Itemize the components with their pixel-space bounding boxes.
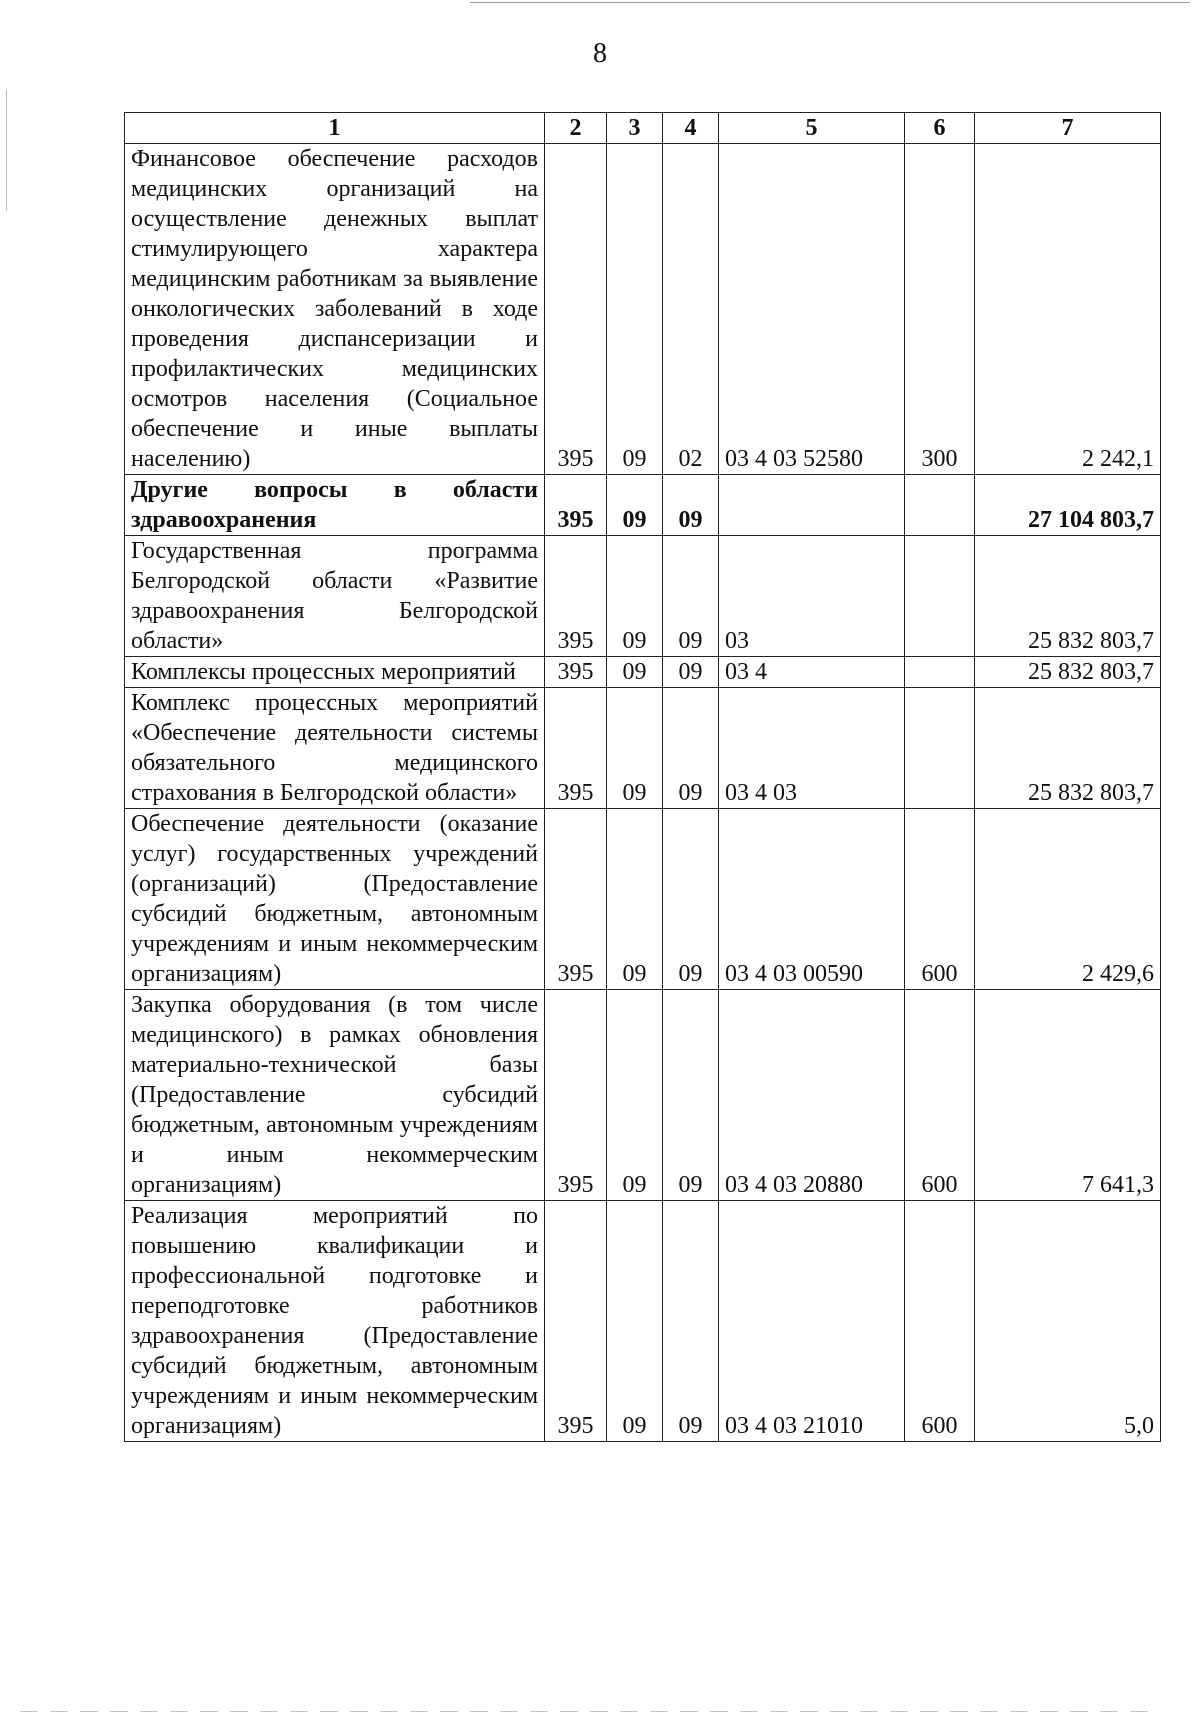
row-col-7: 25 832 803,7: [975, 688, 1161, 809]
row-name: Государственная программа Белгородской области «Развитие здравоохранения Белгородской области»: [125, 536, 545, 657]
row-col-5: 03 4 03 21010: [719, 1201, 905, 1442]
column-header-1: 1: [125, 113, 545, 144]
row-col-3: 09: [607, 990, 663, 1201]
row-col-6: 600: [905, 1201, 975, 1442]
table-row: [125, 144, 1161, 475]
row-col-5: 03 4 03 52580: [719, 144, 905, 475]
row-col-6: [905, 475, 975, 536]
row-name: Закупка оборудования (в том числе медицинского) в рамках обновления материально-технической базы (Предоставление субсидий бюджетным, автономным учреждениям и иным некоммерческим организациям): [125, 990, 545, 1201]
column-header-5: 5: [719, 113, 905, 144]
row-col-4: 09: [663, 475, 719, 536]
column-header-7: 7: [975, 113, 1161, 144]
row-col-5: 03 4: [719, 657, 905, 688]
row-col-7: 2 242,1: [975, 144, 1161, 475]
row-col-7: 25 832 803,7: [975, 536, 1161, 657]
scan-edge-top: [470, 2, 1190, 3]
row-col-3: 09: [607, 144, 663, 475]
row-col-2: 395: [545, 688, 607, 809]
row-col-3: 09: [607, 688, 663, 809]
row-col-3: 09: [607, 809, 663, 990]
scan-edge-bottom: [20, 1711, 1160, 1712]
row-col-2: 395: [545, 144, 607, 475]
column-header-6: 6: [905, 113, 975, 144]
scan-edge-left: [6, 90, 7, 210]
row-name: Комплексы процессных мероприятий: [125, 657, 545, 688]
row-col-4: 09: [663, 536, 719, 657]
row-col-6: [905, 657, 975, 688]
row-col-3: 09: [607, 1201, 663, 1442]
row-col-3: 09: [607, 657, 663, 688]
row-col-4: 02: [663, 144, 719, 475]
page-number: 8: [593, 38, 607, 69]
table-row: [125, 536, 1161, 657]
table-header: [125, 113, 1161, 144]
row-col-4: 09: [663, 809, 719, 990]
row-col-3: 09: [607, 475, 663, 536]
table-row: [125, 809, 1161, 990]
table-row: [125, 1201, 1161, 1442]
table-body: [125, 144, 1161, 1442]
header-row: [125, 113, 1161, 144]
row-col-5: 03 4 03 20880: [719, 990, 905, 1201]
row-col-6: [905, 688, 975, 809]
row-col-3: 09: [607, 536, 663, 657]
row-col-7: 2 429,6: [975, 809, 1161, 990]
row-col-2: 395: [545, 536, 607, 657]
table-row: [125, 688, 1161, 809]
row-name: Обеспечение деятельности (оказание услуг) государственных учреждений (организаций) (Предоставление субсидий бюджетным, автономным учреждениям и иным некоммерческим организациям): [125, 809, 545, 990]
row-col-4: 09: [663, 1201, 719, 1442]
row-col-5: [719, 475, 905, 536]
row-name: Другие вопросы в области здравоохранения: [125, 475, 545, 536]
row-col-7: 25 832 803,7: [975, 657, 1161, 688]
table-row: [125, 657, 1161, 688]
row-col-2: 395: [545, 657, 607, 688]
row-name: Финансовое обеспечение расходов медицинских организаций на осуществление денежных выплат стимулирующего характера медицинским работникам за выявление онкологических заболеваний в ходе проведения диспансеризации и профилактических медицинских осмотров населения (Социальное обеспечение и иные выплаты населению): [125, 144, 545, 475]
table-row: [125, 990, 1161, 1201]
row-col-2: 395: [545, 990, 607, 1201]
row-col-7: 5,0: [975, 1201, 1161, 1442]
row-col-4: 09: [663, 657, 719, 688]
row-name: Комплекс процессных мероприятий «Обеспечение деятельности системы обязательного медицинского страхования в Белгородской области»: [125, 688, 545, 809]
row-col-4: 09: [663, 990, 719, 1201]
row-col-6: 300: [905, 144, 975, 475]
table-row-section: [125, 475, 1161, 536]
row-col-2: 395: [545, 1201, 607, 1442]
column-header-3: 3: [607, 113, 663, 144]
row-col-7: 27 104 803,7: [975, 475, 1161, 536]
row-name: Реализация мероприятий по повышению квалификации и профессиональной подготовке и переподготовке работников здравоохранения (Предоставление субсидий бюджетным, автономным учреждениям и иным некоммерческим организациям): [125, 1201, 545, 1442]
row-col-7: 7 641,3: [975, 990, 1161, 1201]
row-col-2: 395: [545, 809, 607, 990]
row-col-5: 03 4 03 00590: [719, 809, 905, 990]
column-header-2: 2: [545, 113, 607, 144]
column-header-4: 4: [663, 113, 719, 144]
row-col-5: 03: [719, 536, 905, 657]
row-col-4: 09: [663, 688, 719, 809]
row-col-2: 395: [545, 475, 607, 536]
row-col-6: 600: [905, 809, 975, 990]
budget-table: [124, 112, 1161, 1442]
row-col-5: 03 4 03: [719, 688, 905, 809]
row-col-6: 600: [905, 990, 975, 1201]
row-col-6: [905, 536, 975, 657]
